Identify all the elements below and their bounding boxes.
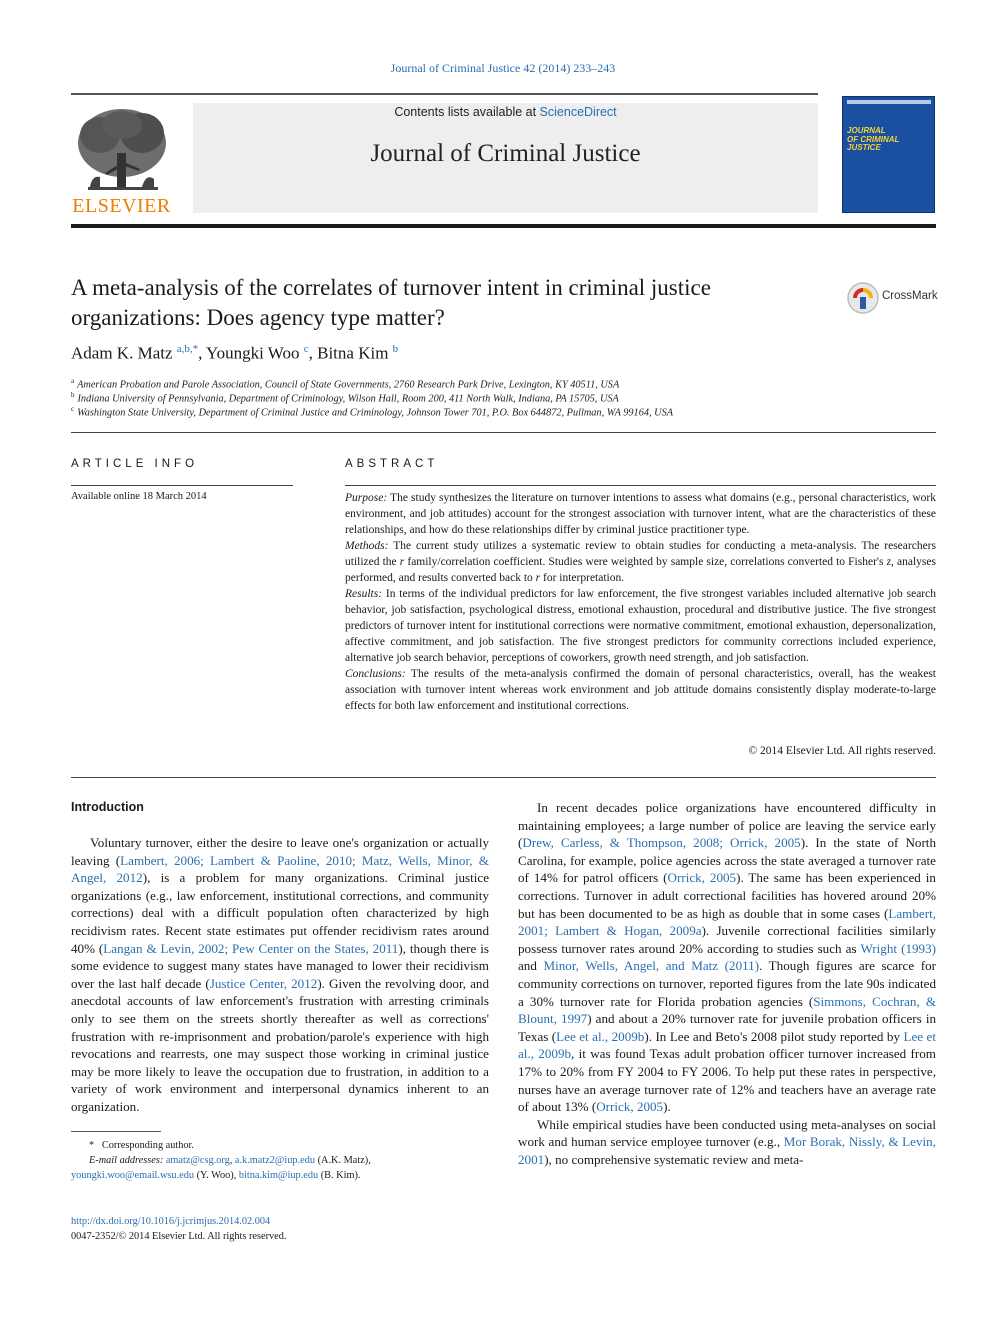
abstract-body <box>345 490 936 714</box>
author-name: Adam K. Matz <box>71 343 173 363</box>
paragraph-text: ), is a problem for many organizations. Criminal justice organizations (e.g., law enforcement, institutional corrections, and community corrections) deal with a difficult population often characterized by high recidivism rates. Recent state estimates put offender recidivism rates around 40% ( <box>71 870 490 956</box>
email-link[interactable]: a.k.matz2@iup.edu <box>234 1155 316 1166</box>
paragraph-text: , it was found Texas adult probation officer turnover increased from 17% to 20% from FY 2004 to FY 2006. To help put these rates in perspective, nurses have an average turnover rate of 12% and teachers have an average rate of about 13% ( <box>518 1046 936 1115</box>
paragraph-text: ). <box>663 1099 671 1115</box>
journal-title: Journal of Criminal Justice <box>370 140 641 167</box>
citation-link[interactable]: Orrick, 2005 <box>667 870 737 886</box>
cover-strip <box>847 100 931 104</box>
citation-link[interactable]: Lambert, 2006; Lambert & Paoline, 2010; Matz, Wells, Minor, & Angel, 2012 <box>71 852 489 886</box>
sciencedirect-link[interactable]: ScienceDirect <box>539 105 617 119</box>
paragraph-text: ), though there is some evidence to suggest many states have managed to lower their recidivism over the last half decade ( <box>71 940 489 991</box>
footnote-rule <box>71 1131 161 1132</box>
header-rule <box>71 93 818 95</box>
paragraph-text: While empirical studies have been conducted using meta-analyses on social work and human service employee turnover (e.g., <box>518 1116 936 1150</box>
citation-link[interactable]: Wright (1993) <box>860 940 936 956</box>
paragraph-text: and <box>518 958 544 974</box>
paragraph-text: ). In the state of North Carolina, for example, police agencies across the state averaged a turnover rate of 14% for patrol officers ( <box>518 835 936 886</box>
section-heading-introduction: Introduction <box>71 800 144 814</box>
paragraph-text: ), no comprehensive systematic review and meta- <box>544 1151 804 1167</box>
email-link[interactable]: bitna.kim@iup.edu <box>238 1170 319 1181</box>
paragraph-text: Voluntary turnover, either the desire to leave one's organization or actually leaving ( <box>71 835 489 868</box>
article-title: A meta-analysis of the correlates of turnover intent in criminal justice organizations: Does agency type matter? <box>71 275 711 330</box>
citation-link[interactable]: Langan & Levin, 2002; Pew Center on the States, 2011 <box>103 940 399 956</box>
body-column-left <box>71 834 489 1116</box>
affiliation: $^a$ American Probation and Parole Association, Council of State Governments, 2760 Research Park Drive, Lexington, KY 40511, USA <box>71 377 620 391</box>
available-online-date: Available online 18 March 2014 <box>71 491 207 502</box>
footnotes <box>71 1138 489 1183</box>
journal-cover-thumbnail <box>842 96 935 213</box>
abstract-results: Results: In terms of the individual predictors for law enforcement, the five strongest variables included alternative job search behavior, job satisfaction, psychological distress, emotional exhaustion, procedural and distributive justice. The five strongest predictors of turnover intent for institutional corrections were normative commitment, emotional exhaustion, depersonalization, affective commitment, and job satisfaction. The five strongest predictors for community corrections included experience, alternative job search behavior, perceptions of coworkers, growth need strength, and job satisfaction. <box>345 588 936 664</box>
crossmark-icon[interactable] <box>846 280 880 316</box>
email-link[interactable]: amatz@csg.org <box>165 1155 230 1166</box>
citation-link[interactable]: Lee et al., 2009b <box>556 1028 645 1044</box>
abstract-purpose: Purpose: The study synthesizes the literature on turnover intentions to assess what domains (e.g., personal characteristics, work environment, and job attitudes) account for the strongest association with turnover intent, what are the characteristics of these relationships, and how do these relationships differ by criminal justice practitioner type. <box>345 492 936 536</box>
citation-link[interactable]: Lee et al., 2009b <box>518 1028 936 1062</box>
abstract-conclusions: Conclusions: The results of the meta-analysis confirmed the domain of personal characteristics, overall, has the weakest association with turnover intent whereas work environment and job attitude domains consistently display moderate-to-large effects for both law enforcement and institutional corrections. <box>345 668 936 712</box>
citation-link[interactable]: Orrick, 2005 <box>596 1099 664 1115</box>
header-thick-rule <box>71 224 936 228</box>
journal-reference[interactable]: Journal of Criminal Justice 42 (2014) 233–243 <box>390 61 616 75</box>
corresponding-author-note: * Corresponding author. <box>89 1140 194 1151</box>
paragraph-text: ). The same has been experienced in corrections. Turnover in adult correctional facilities has hovered around 20% but has been documented to be as high as double that in some cases ( <box>518 870 936 921</box>
citation-link[interactable]: Minor, Wells, Angel, and Matz (2011) <box>543 958 760 974</box>
author-affiliation-link[interactable]: b <box>392 343 399 355</box>
abstract-methods: Methods: The current study utilizes a systematic review to obtain studies for conducting a meta-analysis. The researchers utilized the r family/correlation coefficient. Studies were weighted by sample size, correlations converted to Fisher's z, analyses performed, and results converted back to r for interpretation. <box>345 540 936 584</box>
divider <box>71 432 936 433</box>
paragraph <box>71 834 489 1116</box>
elsevier-wordmark: ELSEVIER <box>72 195 171 217</box>
issn-line: 0047-2352/© 2014 Elsevier Ltd. All rights reserved. <box>71 1231 287 1242</box>
divider <box>71 485 293 486</box>
contents-line: Contents lists available at ScienceDirect <box>394 105 617 119</box>
citation-link[interactable]: Simmons, Cochran, & Blount, 1997 <box>518 993 937 1027</box>
paragraph-text: . Though figures are scarce for community corrections on turnover, reported figures from the late 90s indicated a 30% turnover rate for Florida probation agencies ( <box>518 958 936 1009</box>
body-column-right <box>518 799 936 1168</box>
doi-link[interactable]: http://dx.doi.org/10.1016/j.jcrimjus.2014.02.004 <box>71 1216 271 1227</box>
citation-link[interactable]: Drew, Carless, & Thompson, 2008; Orrick, 2005 <box>522 835 801 851</box>
abstract-heading: ABSTRACT <box>345 458 439 470</box>
email-addresses-cont: youngki.woo@email.wsu.edu (Y. Woo), bitna.kim@iup.edu (B. Kim). <box>71 1170 361 1181</box>
author-list: Adam K. Matz $^{a,b,*}$, Youngki Woo $^c$, Bitna Kim $^b$ <box>71 343 399 363</box>
divider <box>345 485 936 486</box>
divider <box>71 777 936 778</box>
paragraph-text: In recent decades police organizations have encountered difficulty in maintaining employees; a large number of police are leaving the service early ( <box>518 800 936 851</box>
article-info-heading: ARTICLE INFO <box>71 458 199 470</box>
author-affiliation-link[interactable]: a,b,* <box>176 343 199 355</box>
citation-link[interactable]: Lambert, 2001; Lambert & Hogan, 2009a <box>518 905 936 939</box>
cover-title: JOURNAL OF CRIMINAL JUSTICE <box>847 126 900 152</box>
paragraph-text: ) and about a 20% turnover rate for juvenile probation officers in Texas ( <box>518 1011 937 1044</box>
abstract-copyright: © 2014 Elsevier Ltd. All rights reserved. <box>748 745 936 757</box>
doi-block <box>71 1214 286 1244</box>
citation-link[interactable]: Justice Center, 2012 <box>209 975 318 991</box>
crossmark-label[interactable]: CrossMark <box>882 290 938 302</box>
affiliation: $^c$ Washington State University, Department of Criminal Justice and Criminology, Johnson Tower 701, P.O. Box 644872, Pullman, WA 99164, USA <box>71 405 674 419</box>
paragraph-text: ). Given the revolving door, and anecdotal accounts of law enforcement's frustration with arresting criminals only to see them on the streets shortly thereafter as well as corrections' frustration with re-imprisonment and probation/parole's experience with high revocations and rearrests, one may suspect those working in criminal justice may be more likely to leave the occupation due to frustration, in addition to a variety of work environment and interpersonal dynamics inherent to an organization. <box>71 975 490 1114</box>
author-name: Bitna Kim <box>317 343 389 363</box>
email-link[interactable]: youngki.woo@email.wsu.edu <box>71 1170 195 1181</box>
author-affiliation-link[interactable]: c <box>303 343 309 355</box>
affiliation: $^b$ Indiana University of Pennsylvania, Department of Criminology, Wilson Hall, Room 200, 411 North Walk, Indiana, PA 15705, USA <box>71 391 619 405</box>
author-name: Youngki Woo <box>206 343 300 363</box>
paragraph-text: ). In Lee and Beto's 2008 pilot study reported by <box>644 1028 904 1044</box>
email-addresses: E-mail addresses: amatz@csg.org, a.k.matz2@iup.edu (A.K. Matz), <box>89 1155 371 1166</box>
citation-link[interactable]: Mor Borak, Nissly, & Levin, 2001 <box>518 1134 936 1167</box>
paragraph-text: ). Juvenile correctional facilities similarly possess turnover rates around 20% according to studies such as <box>518 923 936 956</box>
paragraph <box>518 1116 936 1169</box>
paragraph <box>518 799 936 1116</box>
